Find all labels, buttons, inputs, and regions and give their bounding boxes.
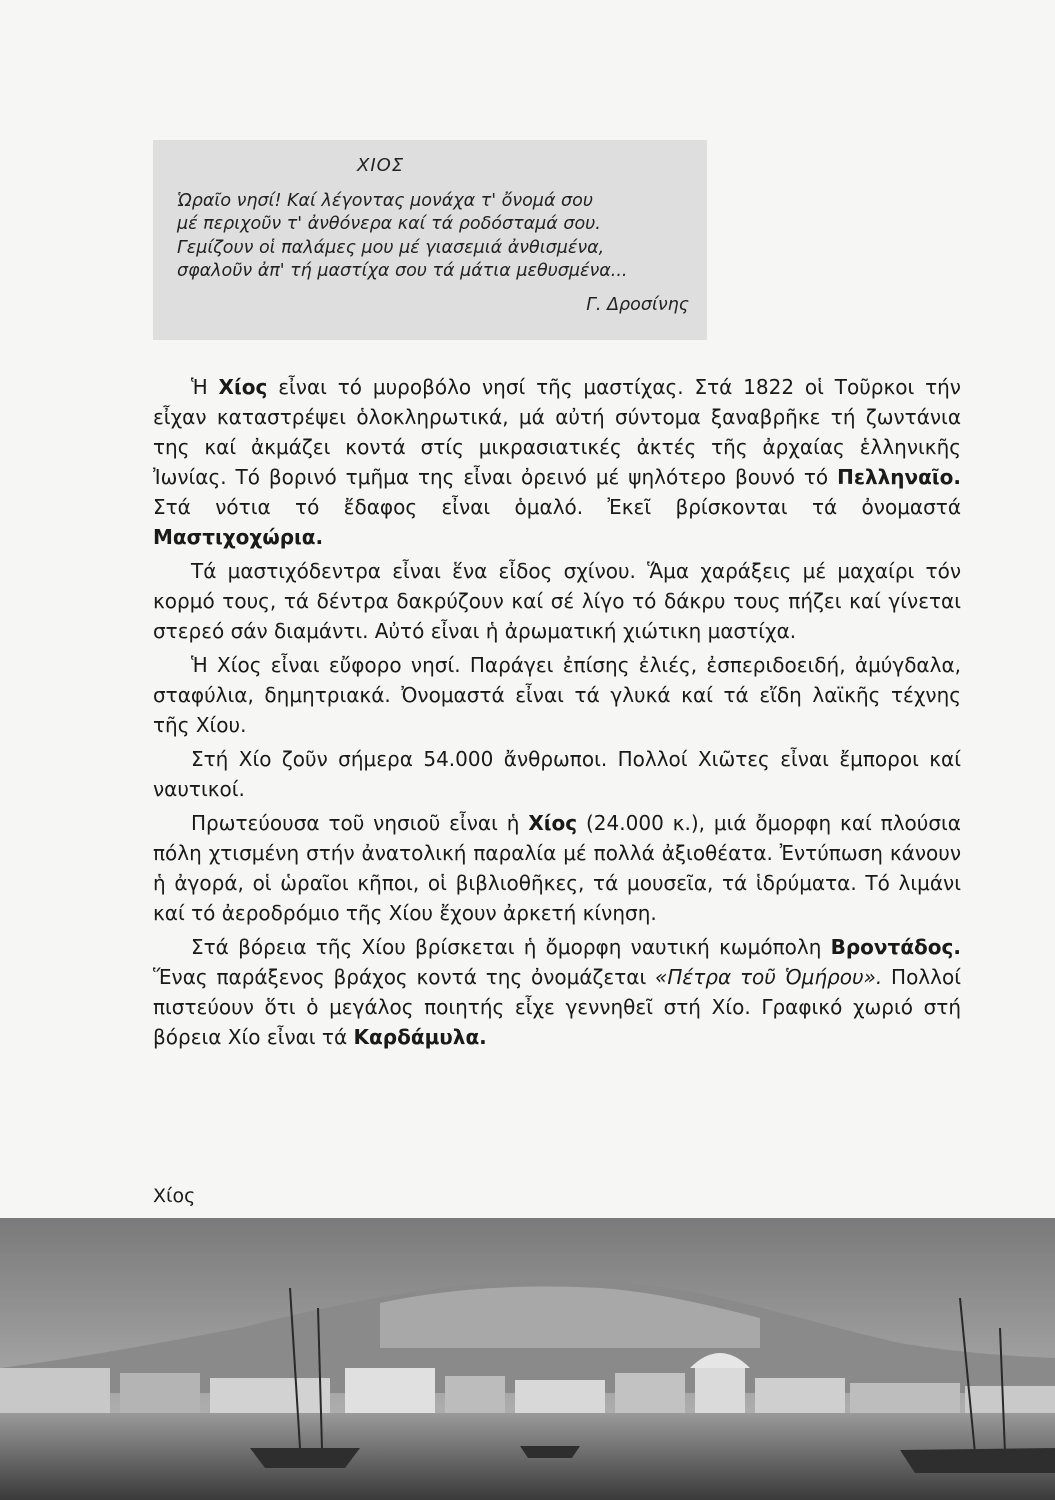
- p1-bold-mastichochoria: Μαστιχοχώρια.: [153, 525, 324, 549]
- article-body: [153, 372, 961, 1056]
- harbor-photo-drawing: [0, 1218, 1055, 1500]
- p1-text-e: Στά νότια τό ἔδαφος εἶναι ὁμαλό. Ἐκεῖ βρίσκονται τά ὀνομαστά: [153, 495, 961, 519]
- p6-bold-vrontados: Βροντάδος.: [830, 935, 961, 959]
- poem-line-1: Ὡραῖο νησί! Καί λέγοντας μονάχα τ' ὄνομά σου: [177, 190, 593, 211]
- p6-text-e: Πολλοί πιστεύουν ὅτι ὁ μεγάλος ποιητής εἶχε γεννηθεῖ στή Χίο. Γραφικό χωριό στή βόρεια Χίο εἶναι τά: [153, 965, 961, 1049]
- harbor-photo: [0, 1218, 1055, 1500]
- p5-bold-chios: Χίος: [528, 811, 578, 835]
- p6-bold-kardamyla: Καρδάμυλα.: [353, 1025, 487, 1049]
- p1-bold-chios: Χίος: [218, 375, 268, 399]
- p1-bold-pellinaio: Πελληναῖο.: [837, 465, 961, 489]
- paragraph-3: Ἡ Χίος εἶναι εὔφορο νησί. Παράγει ἐπίσης ἐλιές, ἐσπεριδοειδή, ἀμύγδαλα, σταφύλια, δημητριακά. Ὀνομαστά εἶναι τά γλυκά καί τά εἴδη λαϊκῆς τέχνης τῆς Χίου.: [153, 653, 961, 737]
- p1-text-c: εἶναι τό μυροβόλο νησί τῆς μαστίχας. Στά 1822 οἱ Τοῦρκοι τήν εἶχαν καταστρέψει ὁλοκληρωτικά, μά αὐτή σύντομα ξαναβρῆκε τή ζωντάνια της καί ἀκμάζει κοντά στίς μικρασιατικές ἀκτές τῆς ἀρχαίας ἑλληνικῆς Ἰωνίας. Τό βορινό τμῆμα της εἶναι ὀρεινό μέ ψηλότερο βουνό τό: [153, 375, 961, 489]
- p6-text-a: Στά βόρεια τῆς Χίου βρίσκεται ἡ ὄμορφη ναυτική κωμόπολη: [191, 935, 831, 959]
- poem-line-3: Γεμίζουν οἱ παλάμες μου μέ γιασεμιά ἀνθισμένα,: [177, 237, 605, 258]
- paragraph-6: [153, 932, 961, 1052]
- p5-text-c: (24.000 κ.), μιά ὄμορφη καί πλούσια πόλη χτισμένη στήν ἀνατολική παραλία μέ πολλά ἀξιοθέατα. Ἐντύπωση κάνουν ἡ ἀγορά, οἱ ὡραῖοι κῆποι, οἱ βιβλιοθῆκες, τά μουσεῖα, τά ἱδρύματα. Τό λιμάνι καί τό ἀεροδρόμιο τῆς Χίου ἔχουν ἀρκετή κίνηση.: [153, 811, 961, 925]
- poem-line-4: σφαλοῦν ἀπ' τή μαστίχα σου τά μάτια μεθυσμένα...: [177, 261, 628, 281]
- paragraph-5: [153, 808, 961, 928]
- poem-author: Γ. Δροσίνης: [586, 294, 689, 315]
- paragraph-1: [153, 372, 961, 552]
- poem-box: [153, 140, 707, 340]
- photo-caption: Χίος: [153, 1185, 196, 1207]
- p6-italic-petra: «Πέτρα τοῦ Ὁμήρου».: [655, 965, 883, 989]
- p5-text-a: Πρωτεύουσα τοῦ νησιοῦ εἶναι ἡ: [191, 811, 529, 835]
- poem-title: ΧΙΟΣ: [357, 155, 405, 176]
- paragraph-2: Τά μαστιχόδεντρα εἶναι ἕνα εἶδος σχίνου. Ἅμα χαράξεις μέ μαχαίρι τόν κορμό τους, τά δέντρα δακρύζουν καί σέ λίγο τό δάκρυ τους πήζει καί γίνεται στερεό σάν διαμάντι. Αὐτό εἶναι ἡ ἀρωματική χιώτικη μαστίχα.: [153, 559, 961, 643]
- poem-line-2: μέ περιχοῦν τ' ἀνθόνερα καί τά ροδόσταμά σου.: [177, 214, 601, 234]
- paragraph-4: Στή Χίο ζοῦν σήμερα 54.000 ἄνθρωποι. Πολλοί Χιῶτες εἶναι ἔμποροι καί ναυτικοί.: [153, 747, 961, 801]
- p1-text-a: Ἡ: [191, 375, 219, 399]
- p6-text-c: Ἕνας παράξενος βράχος κοντά της ὀνομάζεται: [153, 965, 656, 989]
